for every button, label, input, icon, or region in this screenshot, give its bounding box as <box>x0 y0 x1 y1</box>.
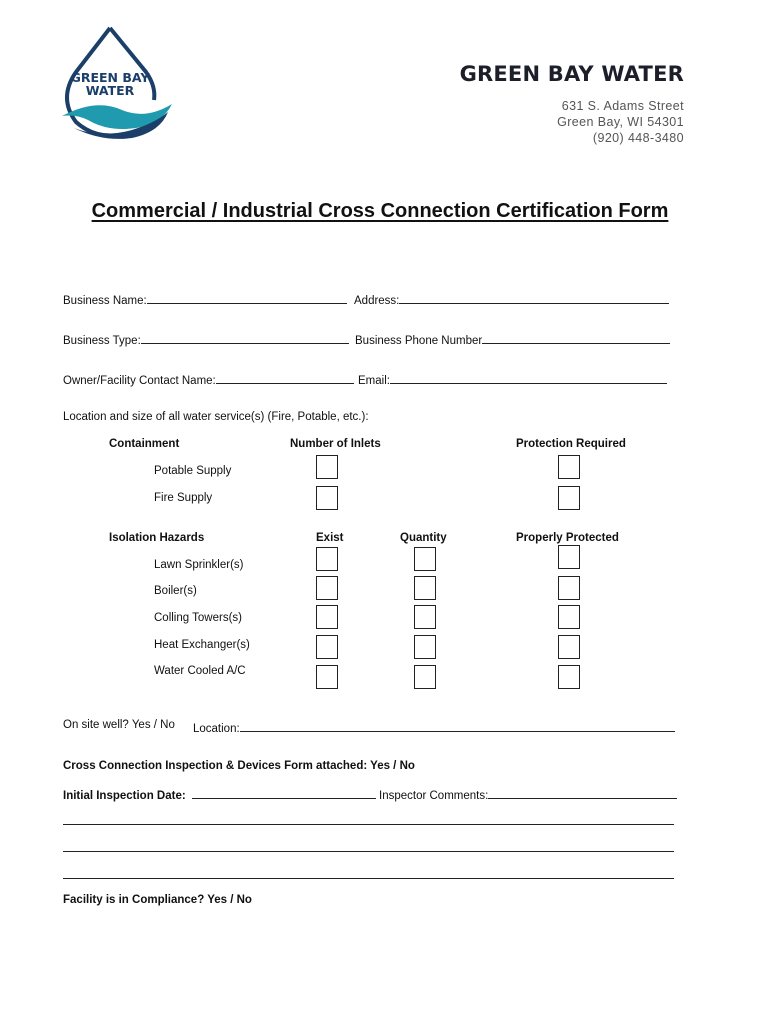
lawn-sprinkler-exist-box[interactable] <box>316 547 338 571</box>
compliance-label: Facility is in Compliance? Yes / No <box>63 894 252 906</box>
business-name-field[interactable] <box>147 291 347 304</box>
comments-line-2[interactable] <box>63 851 674 852</box>
inspection-date-field[interactable] <box>192 786 376 799</box>
address-city: Green Bay, WI 54301 <box>557 115 684 129</box>
contact-name-field[interactable] <box>216 371 354 384</box>
quantity-header: Quantity <box>400 532 447 544</box>
potable-inlets-box[interactable] <box>316 455 338 479</box>
comments-line-3[interactable] <box>63 878 674 879</box>
potable-protection-box[interactable] <box>558 455 580 479</box>
boiler-exist-box[interactable] <box>316 576 338 600</box>
water-cooled-ac-quantity-box[interactable] <box>414 665 436 689</box>
cooling-towers-exist-box[interactable] <box>316 605 338 629</box>
location-label: Location: <box>193 723 240 735</box>
org-name: GREEN BAY WATER <box>459 62 684 86</box>
onsite-well-label: On site well? Yes / No <box>63 719 175 731</box>
logo-text-line2: WATER <box>85 83 135 98</box>
cooling-towers-protected-box[interactable] <box>558 605 580 629</box>
business-phone-label: Business Phone Number <box>355 335 483 347</box>
fire-protection-box[interactable] <box>558 486 580 510</box>
green-bay-water-logo <box>52 24 176 142</box>
contact-name-label: Owner/Facility Contact Name: <box>63 375 216 387</box>
inlets-header: Number of Inlets <box>290 438 381 450</box>
cooling-towers-label: Colling Towers(s) <box>154 612 242 624</box>
logo-text-line1: GREEN BAY <box>70 70 150 85</box>
lawn-sprinkler-protected-box[interactable] <box>558 545 580 569</box>
isolation-hazards-header: Isolation Hazards <box>109 532 205 544</box>
water-cooled-ac-exist-box[interactable] <box>316 665 338 689</box>
location-size-label: Location and size of all water service(s) (Fire, Potable, etc.): <box>63 411 369 423</box>
form-title: Commercial / Industrial Cross Connection Certification Form <box>91 200 669 222</box>
fire-inlets-box[interactable] <box>316 486 338 510</box>
water-cooled-ac-label: Water Cooled A/C <box>154 665 246 677</box>
heat-exchanger-label: Heat Exchanger(s) <box>154 639 250 651</box>
boiler-protected-box[interactable] <box>558 576 580 600</box>
address-label: Address: <box>354 295 400 307</box>
comments-line-1[interactable] <box>63 824 674 825</box>
heat-exchanger-quantity-box[interactable] <box>414 635 436 659</box>
address-field[interactable] <box>399 291 669 304</box>
water-cooled-ac-protected-box[interactable] <box>558 665 580 689</box>
inspection-date-label: Initial Inspection Date: <box>63 790 186 802</box>
exist-header: Exist <box>316 532 344 544</box>
lawn-sprinkler-quantity-box[interactable] <box>414 547 436 571</box>
containment-header: Containment <box>109 438 180 450</box>
inspector-comments-field[interactable] <box>488 786 677 799</box>
business-type-field[interactable] <box>141 331 349 344</box>
email-label: Email: <box>358 375 390 387</box>
potable-supply-label: Potable Supply <box>154 465 232 477</box>
business-type-label: Business Type: <box>63 335 141 347</box>
heat-exchanger-protected-box[interactable] <box>558 635 580 659</box>
email-field[interactable] <box>390 371 667 384</box>
phone-number: (920) 448-3480 <box>592 131 684 145</box>
boiler-label: Boiler(s) <box>154 585 197 597</box>
lawn-sprinkler-label: Lawn Sprinkler(s) <box>154 559 244 571</box>
inspector-comments-label: Inspector Comments: <box>379 790 489 802</box>
protection-required-header: Protection Required <box>516 438 626 450</box>
business-phone-field[interactable] <box>482 331 670 344</box>
cooling-towers-quantity-box[interactable] <box>414 605 436 629</box>
inspection-form-attached-label: Cross Connection Inspection & Devices Form attached: Yes / No <box>63 760 415 772</box>
address-street: 631 S. Adams Street <box>561 99 684 113</box>
boiler-quantity-box[interactable] <box>414 576 436 600</box>
business-name-label: Business Name: <box>63 295 147 307</box>
location-field[interactable] <box>240 719 675 732</box>
fire-supply-label: Fire Supply <box>154 492 213 504</box>
heat-exchanger-exist-box[interactable] <box>316 635 338 659</box>
properly-protected-header: Properly Protected <box>516 532 619 544</box>
